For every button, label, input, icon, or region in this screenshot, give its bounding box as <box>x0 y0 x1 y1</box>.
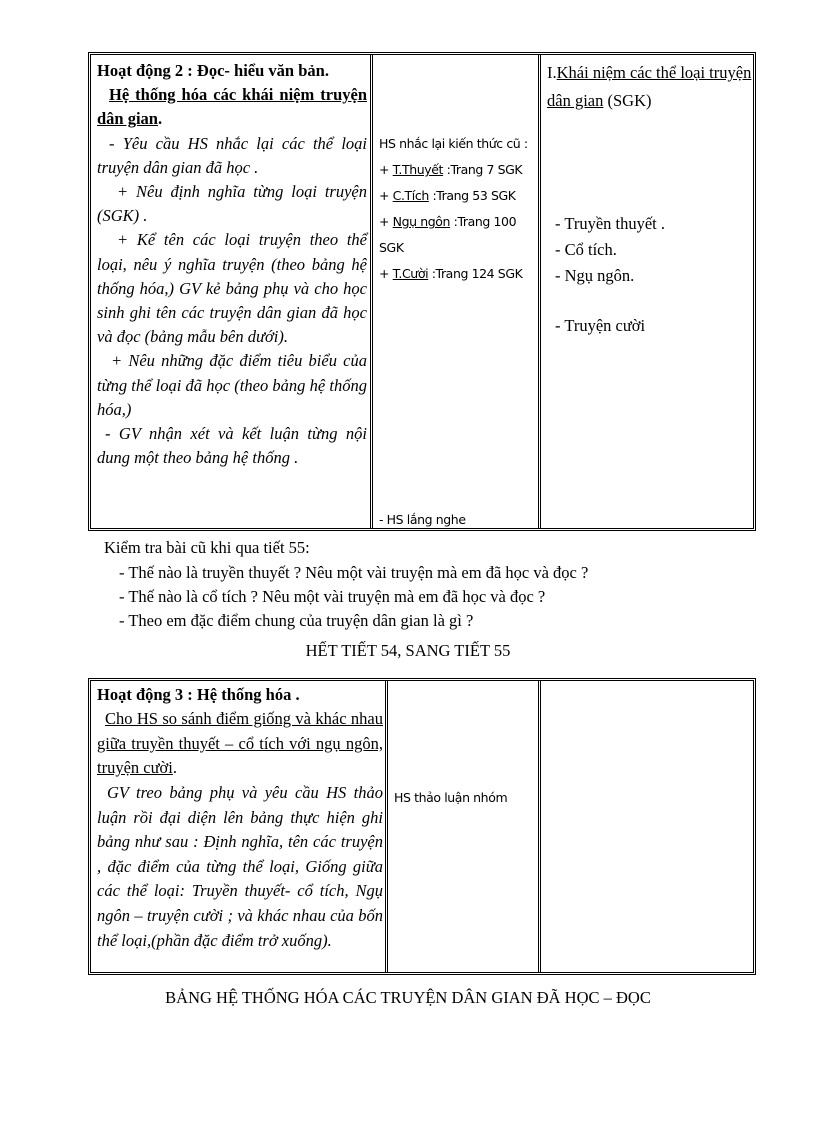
teacher-activity-cell <box>97 681 383 972</box>
activity-3-heading: Hoạt động 3 : Hệ thống hóa . <box>97 685 300 704</box>
review-question: - Thế nào là truyền thuyết ? Nêu một vài truyện mà em đã học và đọc ? <box>119 563 589 582</box>
reference-item: + C.Tích :Trang 53 SGK <box>379 188 516 203</box>
student-listen-note: - HS lắng nghe <box>379 512 466 527</box>
student-activity-cell <box>379 55 535 528</box>
activity-2-heading: Hoạt động 2 : Đọc- hiểu văn bản. <box>97 61 329 80</box>
activity-3-body: GV treo bảng phụ và yêu cầu HS thảo luận rồi đại diện lên bảng thực hiện ghi bảng như sau : Định nghĩa, tên các truyện , đặc điểm của từng thể loại, Giống giữa các thể loại: Truyền thuyết- cổ tích, Ngụ ngôn – truyện cười ; và khác nhau của bốn thể loại,(phần đặc điểm trở xuống). <box>97 782 383 950</box>
content-cell <box>547 681 753 972</box>
content-cell <box>547 55 753 528</box>
activity-2-item: + Nêu những đặc điểm tiêu biểu của từng thể loại đã học (theo bảng hệ thống hóa,) <box>97 351 367 419</box>
genre-item: - Truyền thuyết . <box>555 214 666 233</box>
activity-2-subheading: Hệ thống hóa các khái niệm truyện dân gian. <box>97 85 367 129</box>
footer-title: BẢNG HỆ THỐNG HÓA CÁC TRUYỆN DÂN GIAN ĐÃ HỌC – ĐỌC <box>165 988 651 1007</box>
activity-3-subheading: Cho HS so sánh điểm giống và khác nhau giữa truyền thuyết – cổ tích với ngụ ngôn, truyện cười. <box>97 709 383 778</box>
genre-item: - Truyện cười <box>555 316 646 335</box>
genre-item: - Cổ tích. <box>555 240 617 259</box>
activity-2-item: - Yêu cầu HS nhắc lại các thể loại truyện dân gian đã học . <box>97 133 367 177</box>
reference-item: + Ngụ ngôn :Trang 100 SGK <box>379 214 517 255</box>
review-question: - Thế nào là cổ tích ? Nêu một vài truyện mà em đã học và đọc ? <box>119 587 546 606</box>
activity-2-item: - GV nhận xét và kết luận từng nội dung một theo bảng hệ thống . <box>97 424 367 468</box>
teacher-activity-cell <box>97 55 367 528</box>
activity-2-table <box>88 52 756 531</box>
concept-heading: I.Khái niệm các thể loại truyện dân gian (SGK) <box>547 63 752 110</box>
student-discussion-note: HS thảo luận nhóm <box>394 790 508 805</box>
activity-2-item: + Kể tên các loại truyện theo thể loại, nêu ý nghĩa truyện (theo bảng hệ thống hóa,) GV kẻ bảng phụ và cho học sinh ghi tên các truyện dân gian đã học và đọc (bảng mẫu bên dưới). <box>97 230 367 347</box>
review-question: - Theo em đặc điểm chung của truyện dân gian là gì ? <box>119 611 474 630</box>
student-activity-cell <box>394 681 536 972</box>
activity-2-item: + Nêu định nghĩa từng loại truyện (SGK) . <box>97 182 367 226</box>
student-recall-note: HS nhắc lại kiến thức cũ : <box>379 136 528 151</box>
review-intro: Kiểm tra bài cũ khi qua tiết 55: <box>104 538 310 557</box>
reference-item: + T.Thuyết :Trang 7 SGK <box>379 162 523 177</box>
activity-3-table <box>88 678 756 975</box>
reference-item: + T.Cười :Trang 124 SGK <box>379 266 523 281</box>
genre-item: - Ngụ ngôn. <box>555 266 635 285</box>
section-break-title: HẾT TIẾT 54, SANG TIẾT 55 <box>305 641 511 660</box>
